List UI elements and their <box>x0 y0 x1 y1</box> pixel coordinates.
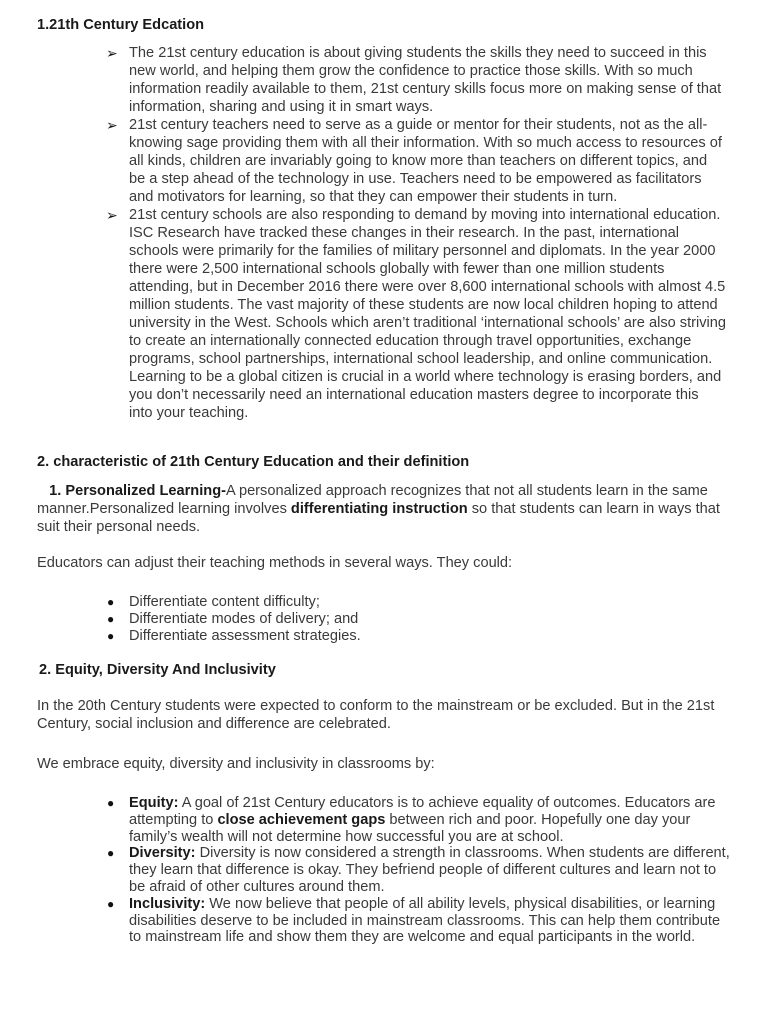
equity-label: Equity: <box>129 795 179 811</box>
bullet-dot-icon: ● <box>107 796 115 810</box>
differentiate-list <box>106 594 746 644</box>
educators-intro: Educators can adjust their teaching methods in several ways. They could: <box>37 555 513 571</box>
list-item <box>106 206 726 422</box>
list-item-text: Differentiate modes of delivery; and <box>129 610 359 627</box>
personalized-learning-title: 1. Personalized Learning- <box>49 483 226 499</box>
equity-text-2: between rich and poor. Hopefully one day your family’s wealth will not determine how successful you are at school. <box>129 811 691 845</box>
arrow-bullet-list <box>106 44 726 422</box>
list-item-inclusivity <box>106 896 731 946</box>
equity-diversity-list <box>106 795 731 946</box>
bullet-dot-icon: ● <box>107 595 115 609</box>
bullet-dot-icon: ● <box>107 896 115 911</box>
equity-text-1: A goal of 21st Century educators is to achieve equality of outcomes. Educators are attempting to <box>129 795 716 828</box>
list-item-text: 21st century teachers need to serve as a guide or mentor for their students, not as the all-knowing sage providing them with all their information. With so much access to resources of all kinds, children are invariably going to know more than teachers on different topics, and be a step ahead of the technology in use. Teachers need to be empowered as facilitators and motivators for learning, so that they can empower their students in turn. <box>129 117 722 205</box>
list-item-diversity <box>106 845 731 895</box>
arrow-bullet-icon: ➢ <box>106 45 118 61</box>
section-heading-characteristics: 2. characteristic of 21th Century Education and their definition <box>37 454 470 470</box>
list-item <box>106 44 726 116</box>
list-item-equity <box>106 795 731 845</box>
embrace-paragraph: We embrace equity, diversity and inclusivity in classrooms by: <box>37 756 435 772</box>
inclusivity-text: We now believe that people of all ability levels, physical disabilities, or learning disabilities deserve to be included in mainstream classrooms. This can help them contribute to mainstream life and show them they are welcome and equal participants in the world. <box>129 895 721 946</box>
diversity-label: Diversity: <box>129 845 196 862</box>
century-paragraph: In the 20th Century students were expected to conform to the mainstream or be excluded. But in the 21st Century, social inclusion and difference are celebrated. <box>37 698 715 732</box>
close-gaps-term: close achievement gaps <box>217 811 386 828</box>
list-item-text: 21st century schools are also responding to demand by moving into international education. ISC Research have tracked these changes in their research. In the past, international schools were primarily for the families of military personnel and diplomats. In the year 2000 there were 2,500 international schools globally with fewer than one million students attending, but in December 2016 there were over 8,600 international schools with almost 4.5 million students. The vast majority of these students are now local children hoping to attend university in the West. Schools which aren’t traditional ‘international schools’ are also striving to create an internationally connected education through travel opportunities, exchange programs, school partnerships, international school leadership, and online communication. Learning to be a global citizen is crucial in a world where technology is erasing borders, and you don’t necessarily need an international education masters degree to incorporate this into your teaching. <box>129 207 727 421</box>
list-item <box>106 116 726 206</box>
list-item <box>106 628 746 645</box>
inclusivity-label: Inclusivity: <box>129 895 206 912</box>
personalized-learning-paragraph <box>37 482 727 536</box>
list-item-text: Differentiate assessment strategies. <box>129 627 361 644</box>
bullet-dot-icon: ● <box>107 846 115 861</box>
differentiating-instruction-term: differentiating instruction <box>290 501 468 517</box>
arrow-bullet-icon: ➢ <box>106 117 118 133</box>
section-heading-21st-century-education: 1.21th Century Edcation <box>37 17 205 33</box>
list-item-text: Differentiate content difficulty; <box>129 594 320 610</box>
list-item-text: The 21st century education is about giving students the skills they need to succeed in this new world, and helping them grow the confidence to practice those skills. With so much information readily available to them, 21st century skills focus more on making sense of that information, sharing and using it in smart ways. <box>129 45 722 115</box>
bullet-dot-icon: ● <box>107 611 115 626</box>
list-item <box>106 594 746 611</box>
personalized-text-1: A personalized approach recognizes that not all students learn in the same manner.Personalized learning involves <box>37 483 708 517</box>
section-heading-equity-diversity: 2. Equity, Diversity And Inclusivity <box>39 662 276 678</box>
list-item <box>106 611 746 628</box>
arrow-bullet-icon: ➢ <box>106 207 118 223</box>
bullet-dot-icon: ● <box>107 628 115 643</box>
diversity-text: Diversity is now considered a strength in classrooms. When students are different, they learn that difference is okay. They befriend people of different cultures and learn not to be afraid of other cultures around them. <box>129 845 730 895</box>
personalized-text-2: so that students can learn in ways that suit their personal needs. <box>37 501 720 535</box>
